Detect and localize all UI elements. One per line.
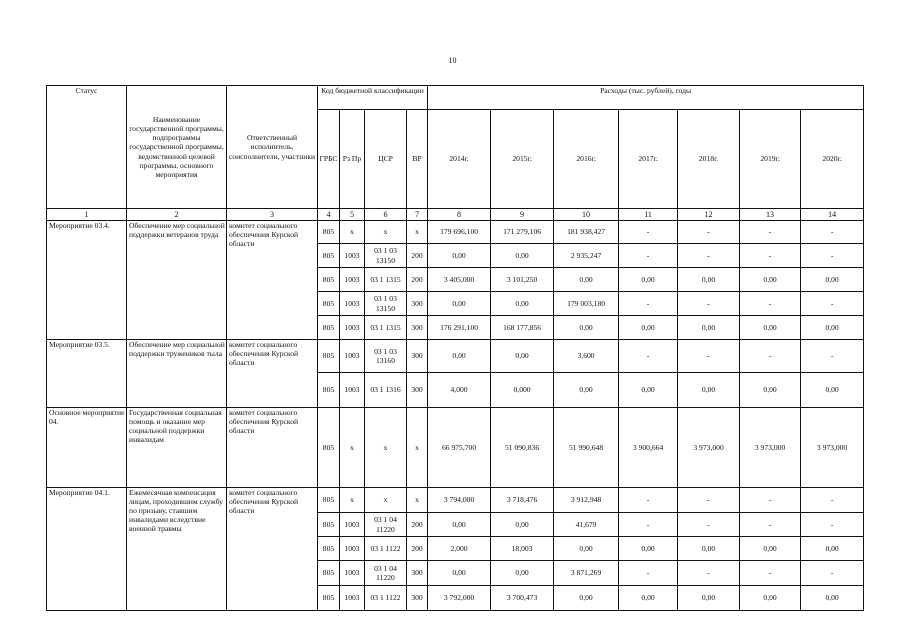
- header-year: 2017г.: [619, 110, 678, 209]
- cell-amount: 0,00: [801, 586, 864, 611]
- budget-table: [46, 85, 864, 611]
- column-number: 3: [227, 209, 318, 221]
- cell-grbs: 805: [318, 244, 340, 268]
- cell-amount: 0,00: [491, 561, 554, 586]
- cell-amount: 0,00: [678, 537, 740, 561]
- cell-amount: -: [619, 221, 678, 244]
- header-grbs: ГРБС: [318, 110, 340, 209]
- cell-amount: -: [678, 488, 740, 513]
- cell-amount: 0,00: [428, 292, 491, 316]
- cell-amount: 0,00: [428, 244, 491, 268]
- cell-rzpr: 1003: [340, 268, 365, 292]
- cell-amount: 0,00: [740, 537, 801, 561]
- row-status: Мероприятие 03.5.: [47, 340, 127, 408]
- row-executor: комитет социального обеспечения Курской области: [227, 340, 318, 408]
- column-number: 12: [678, 209, 740, 221]
- cell-amount: 51 090,836: [491, 408, 554, 488]
- cell-rzpr: 1003: [340, 561, 365, 586]
- cell-amount: 179 696,100: [428, 221, 491, 244]
- header-expenses: Расходы (тыс. рублей), годы: [428, 86, 864, 110]
- cell-amount: 0,00: [554, 586, 619, 611]
- row-status: Мероприятие 03.4.: [47, 221, 127, 340]
- cell-csr: 03 1 1316: [365, 373, 407, 408]
- table-row: [47, 340, 864, 373]
- cell-vr: 200: [407, 513, 428, 537]
- row-name: Государственная социальная помощь и оказание мер социальной поддержки инвалидам: [127, 408, 227, 488]
- cell-rzpr: х: [340, 221, 365, 244]
- cell-csr: 03 1 03 13150: [365, 244, 407, 268]
- header-year: 2015г.: [491, 110, 554, 209]
- header-status: Статус: [47, 86, 127, 209]
- cell-vr: х: [407, 408, 428, 488]
- cell-amount: 3 900,664: [619, 408, 678, 488]
- cell-amount: 0,00: [491, 340, 554, 373]
- cell-amount: -: [801, 244, 864, 268]
- cell-amount: 0,00: [619, 586, 678, 611]
- cell-amount: -: [678, 292, 740, 316]
- cell-amount: 3 973,000: [678, 408, 740, 488]
- cell-amount: -: [801, 221, 864, 244]
- cell-rzpr: 1003: [340, 586, 365, 611]
- cell-amount: 0,00: [678, 586, 740, 611]
- column-numbers-row: [47, 209, 864, 221]
- header-year: 2020г.: [801, 110, 864, 209]
- table-row: [47, 408, 864, 488]
- cell-amount: 3 700,473: [491, 586, 554, 611]
- cell-amount: -: [801, 292, 864, 316]
- header-year: 2016г.: [554, 110, 619, 209]
- cell-csr: 03 1 1315: [365, 316, 407, 340]
- cell-amount: -: [619, 488, 678, 513]
- cell-rzpr: 1003: [340, 513, 365, 537]
- cell-amount: 179 003,180: [554, 292, 619, 316]
- cell-amount: 2 935,247: [554, 244, 619, 268]
- cell-vr: 300: [407, 340, 428, 373]
- cell-amount: 0,00: [678, 268, 740, 292]
- cell-rzpr: 1003: [340, 537, 365, 561]
- cell-amount: 0,00: [428, 513, 491, 537]
- column-number: 2: [127, 209, 227, 221]
- cell-amount: -: [619, 561, 678, 586]
- cell-grbs: 805: [318, 537, 340, 561]
- cell-csr: 03 1 03 13160: [365, 340, 407, 373]
- cell-amount: 3 871,269: [554, 561, 619, 586]
- cell-vr: 300: [407, 586, 428, 611]
- cell-grbs: 805: [318, 488, 340, 513]
- cell-grbs: 805: [318, 586, 340, 611]
- cell-grbs: 805: [318, 316, 340, 340]
- cell-amount: 0,00: [740, 373, 801, 408]
- column-number: 4: [318, 209, 340, 221]
- cell-amount: 0,00: [678, 373, 740, 408]
- cell-rzpr: х: [340, 408, 365, 488]
- cell-amount: -: [740, 513, 801, 537]
- cell-amount: 3 405,000: [428, 268, 491, 292]
- row-name: Обеспечение мер социальной поддержки тружеников тыла: [127, 340, 227, 408]
- cell-amount: 168 177,856: [491, 316, 554, 340]
- cell-amount: 0,00: [801, 268, 864, 292]
- row-executor: комитет социального обеспечения Курской области: [227, 408, 318, 488]
- cell-amount: 176 291,100: [428, 316, 491, 340]
- cell-amount: 0,00: [491, 292, 554, 316]
- cell-amount: -: [619, 513, 678, 537]
- cell-amount: 3,600: [554, 340, 619, 373]
- cell-amount: -: [678, 340, 740, 373]
- row-status: Основное мероприятие 04.: [47, 408, 127, 488]
- cell-amount: 0,00: [554, 268, 619, 292]
- cell-amount: -: [619, 340, 678, 373]
- cell-amount: -: [619, 244, 678, 268]
- cell-amount: 0,00: [619, 373, 678, 408]
- cell-amount: -: [740, 561, 801, 586]
- cell-amount: -: [801, 488, 864, 513]
- cell-vr: 300: [407, 316, 428, 340]
- column-number: 14: [801, 209, 864, 221]
- row-name: Ежемесячная компенсация лицам, проходившим службу по призыву, ставшим инвалидами вследствие военной травмы: [127, 488, 227, 611]
- header-name: Наименование государственной программы, подпрограммы государственной программы, ведомственной целевой программы, основного мероприятия: [127, 86, 227, 209]
- cell-vr: 300: [407, 292, 428, 316]
- cell-amount: -: [740, 488, 801, 513]
- cell-rzpr: 1003: [340, 316, 365, 340]
- cell-amount: 0,000: [491, 373, 554, 408]
- row-status: Мероприятие 04.1.: [47, 488, 127, 611]
- cell-grbs: 805: [318, 561, 340, 586]
- cell-grbs: 805: [318, 340, 340, 373]
- cell-csr: 03 1 1315: [365, 268, 407, 292]
- cell-amount: 0,00: [801, 373, 864, 408]
- column-number: 6: [365, 209, 407, 221]
- cell-amount: 0,00: [554, 316, 619, 340]
- cell-amount: 0,00: [491, 513, 554, 537]
- cell-amount: 0,00: [740, 586, 801, 611]
- cell-csr: х: [365, 408, 407, 488]
- row-executor: комитет социального обеспечения Курской области: [227, 488, 318, 611]
- cell-vr: х: [407, 488, 428, 513]
- cell-grbs: 805: [318, 373, 340, 408]
- cell-amount: 3 973,000: [740, 408, 801, 488]
- header-year: 2014г.: [428, 110, 491, 209]
- cell-amount: 0,00: [801, 316, 864, 340]
- column-number: 10: [554, 209, 619, 221]
- cell-amount: 0,00: [740, 316, 801, 340]
- cell-csr: 03 1 1122: [365, 537, 407, 561]
- cell-amount: -: [678, 244, 740, 268]
- cell-amount: -: [740, 221, 801, 244]
- cell-amount: 51 990,648: [554, 408, 619, 488]
- cell-amount: 0,00: [678, 316, 740, 340]
- column-number: 13: [740, 209, 801, 221]
- cell-amount: -: [619, 292, 678, 316]
- cell-amount: 0,00: [554, 373, 619, 408]
- cell-rzpr: 1003: [340, 340, 365, 373]
- cell-amount: 2,000: [428, 537, 491, 561]
- cell-amount: 41,679: [554, 513, 619, 537]
- cell-grbs: 805: [318, 221, 340, 244]
- cell-amount: 0,00: [491, 244, 554, 268]
- cell-csr: х: [365, 488, 407, 513]
- cell-amount: -: [801, 561, 864, 586]
- cell-amount: -: [740, 244, 801, 268]
- cell-amount: 181 938,427: [554, 221, 619, 244]
- cell-vr: 200: [407, 244, 428, 268]
- header-year: 2019г.: [740, 110, 801, 209]
- column-number: 9: [491, 209, 554, 221]
- cell-amount: -: [678, 513, 740, 537]
- cell-vr: 200: [407, 268, 428, 292]
- cell-rzpr: 1003: [340, 373, 365, 408]
- cell-vr: х: [407, 221, 428, 244]
- cell-amount: 0,00: [619, 537, 678, 561]
- cell-amount: -: [678, 221, 740, 244]
- cell-amount: 18,003: [491, 537, 554, 561]
- cell-csr: 03 1 04 11220: [365, 513, 407, 537]
- cell-amount: 3 973,000: [801, 408, 864, 488]
- cell-grbs: 805: [318, 292, 340, 316]
- cell-grbs: 805: [318, 513, 340, 537]
- cell-rzpr: х: [340, 488, 365, 513]
- row-executor: комитет социального обеспечения Курской области: [227, 221, 318, 340]
- table-row: [47, 488, 864, 513]
- cell-amount: 0,00: [740, 268, 801, 292]
- header-csr: ЦСР: [365, 110, 407, 209]
- cell-csr: х: [365, 221, 407, 244]
- cell-grbs: 805: [318, 268, 340, 292]
- cell-amount: 4,000: [428, 373, 491, 408]
- cell-grbs: 805: [318, 408, 340, 488]
- cell-amount: 3 912,948: [554, 488, 619, 513]
- cell-amount: 0,00: [801, 537, 864, 561]
- cell-amount: -: [678, 561, 740, 586]
- column-number: 11: [619, 209, 678, 221]
- cell-amount: -: [740, 340, 801, 373]
- cell-amount: 0,00: [428, 561, 491, 586]
- cell-amount: -: [740, 292, 801, 316]
- cell-amount: -: [801, 513, 864, 537]
- header-budget-code: Код бюджетной классификации: [318, 86, 428, 110]
- column-number: 1: [47, 209, 127, 221]
- cell-amount: 0,00: [619, 316, 678, 340]
- cell-vr: 200: [407, 537, 428, 561]
- column-number: 8: [428, 209, 491, 221]
- cell-amount: 0,00: [428, 340, 491, 373]
- cell-vr: 300: [407, 373, 428, 408]
- header-executor: Ответственный исполнитель, соисполнители, участники: [227, 86, 318, 209]
- cell-rzpr: 1003: [340, 244, 365, 268]
- cell-amount: 171 279,106: [491, 221, 554, 244]
- header-vr: ВР: [407, 110, 428, 209]
- table-row: [47, 221, 864, 244]
- header-year: 2018г.: [678, 110, 740, 209]
- column-number: 7: [407, 209, 428, 221]
- cell-csr: 03 1 03 13150: [365, 292, 407, 316]
- cell-amount: 3 794,000: [428, 488, 491, 513]
- cell-amount: 0,00: [619, 268, 678, 292]
- cell-csr: 03 1 04 11220: [365, 561, 407, 586]
- cell-amount: 3 101,250: [491, 268, 554, 292]
- cell-rzpr: 1003: [340, 292, 365, 316]
- cell-amount: -: [801, 340, 864, 373]
- cell-amount: 3 718,476: [491, 488, 554, 513]
- row-name: Обеспечение мер социальной поддержки ветеранов труда: [127, 221, 227, 340]
- cell-vr: 300: [407, 561, 428, 586]
- cell-csr: 03 1 1122: [365, 586, 407, 611]
- page-number: 10: [448, 56, 457, 65]
- header-rzpr: Рз Пр: [340, 110, 365, 209]
- cell-amount: 3 792,000: [428, 586, 491, 611]
- cell-amount: 66 975,700: [428, 408, 491, 488]
- column-number: 5: [340, 209, 365, 221]
- cell-amount: 0,00: [554, 537, 619, 561]
